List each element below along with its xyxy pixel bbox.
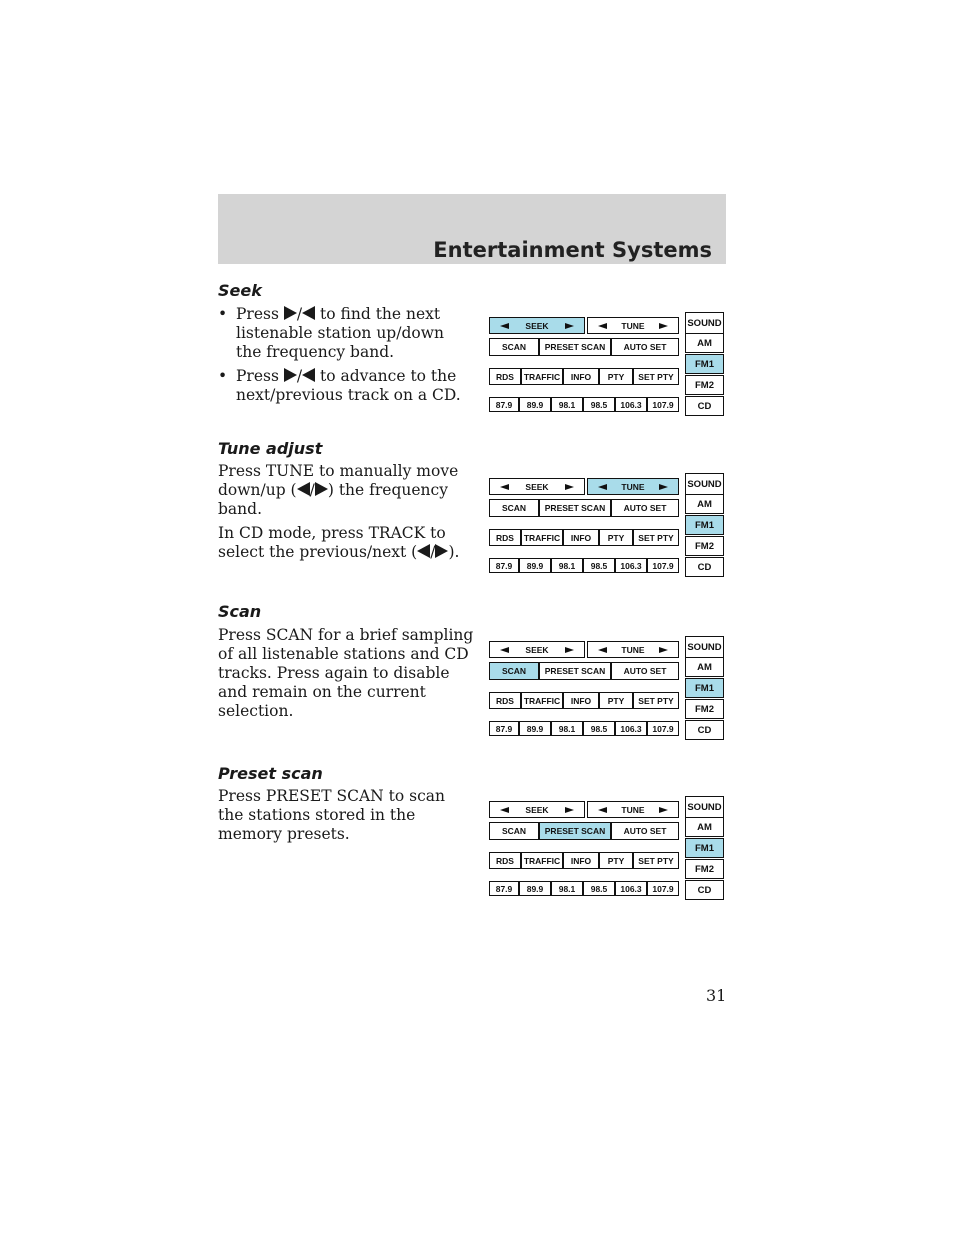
preset-button-4-label: 98.5 bbox=[590, 560, 608, 571]
band-button-sound-label: SOUND bbox=[687, 801, 722, 813]
left-arrow-icon bbox=[598, 323, 607, 329]
bullet-text: Press bbox=[236, 367, 279, 385]
rds-button-label: RDS bbox=[496, 695, 514, 706]
separator: / bbox=[296, 305, 303, 323]
left-arrow-icon bbox=[598, 647, 607, 653]
right-arrow-icon bbox=[565, 484, 574, 490]
traffic-button-label: TRAFFIC bbox=[523, 371, 561, 382]
set-pty-button[interactable] bbox=[633, 692, 679, 709]
bullet-dot: • bbox=[218, 367, 228, 385]
left-arrow-icon bbox=[297, 482, 310, 496]
seek-bullet-1 bbox=[218, 305, 471, 362]
preset-button-5-label: 106.3 bbox=[620, 723, 642, 734]
radio-panel-seek bbox=[489, 312, 725, 416]
preset-button-6-label: 107.9 bbox=[652, 723, 674, 734]
pty-button[interactable] bbox=[599, 368, 633, 385]
seek-button-label: SEEK bbox=[525, 644, 549, 655]
band-button-cd-label: CD bbox=[697, 884, 712, 896]
traffic-button[interactable] bbox=[521, 529, 563, 546]
band-button-am[interactable] bbox=[685, 657, 724, 677]
auto-set-button-label: AUTO SET bbox=[623, 342, 667, 352]
band-button-fm2-label: FM2 bbox=[695, 703, 714, 715]
tune-button-label: TUNE bbox=[621, 804, 645, 815]
scan-button-label: SCAN bbox=[501, 342, 527, 352]
paragraph-text: In CD mode, press TRACK to select the previous/next ( bbox=[218, 524, 446, 561]
band-button-sound-label: SOUND bbox=[687, 641, 722, 653]
info-button-label: INFO bbox=[570, 371, 592, 382]
band-button-am[interactable] bbox=[685, 494, 724, 514]
traffic-button-label: TRAFFIC bbox=[523, 855, 561, 866]
pty-button[interactable] bbox=[599, 529, 633, 546]
left-arrow-icon bbox=[598, 807, 607, 813]
right-arrow-icon bbox=[565, 647, 574, 653]
band-button-cd-label: CD bbox=[697, 400, 712, 412]
band-button-am-label: AM bbox=[697, 498, 712, 510]
seek-button[interactable] bbox=[489, 801, 585, 818]
preset-scan-button-label: PRESET SCAN bbox=[544, 826, 606, 836]
set-pty-button-label: SET PTY bbox=[638, 371, 674, 382]
scan-button-label: SCAN bbox=[501, 503, 527, 513]
preset-button-6-label: 107.9 bbox=[652, 560, 674, 571]
preset-button-1[interactable] bbox=[489, 881, 519, 896]
set-pty-button[interactable] bbox=[633, 852, 679, 869]
bullet-dot: • bbox=[218, 305, 228, 323]
info-button[interactable] bbox=[563, 368, 599, 385]
traffic-button-label: TRAFFIC bbox=[523, 695, 561, 706]
preset-button-6-label: 107.9 bbox=[652, 883, 674, 894]
radio-panel-tune bbox=[489, 473, 725, 577]
band-button-fm1[interactable] bbox=[685, 838, 724, 858]
pty-button-label: PTY bbox=[607, 532, 625, 543]
band-button-fm1-label: FM1 bbox=[695, 519, 714, 531]
preset-button-1-label: 87.9 bbox=[495, 560, 513, 571]
traffic-button-label: TRAFFIC bbox=[523, 532, 561, 543]
preset-button-3-label: 98.1 bbox=[558, 883, 576, 894]
auto-set-button-label: AUTO SET bbox=[623, 666, 667, 676]
band-button-fm1-label: FM1 bbox=[695, 682, 714, 694]
right-arrow-icon bbox=[659, 647, 668, 653]
band-button-fm1-label: FM1 bbox=[695, 842, 714, 854]
seek-button[interactable] bbox=[489, 317, 585, 334]
pty-button-label: PTY bbox=[607, 371, 625, 382]
preset-button-3[interactable] bbox=[551, 558, 583, 573]
rds-button[interactable] bbox=[489, 692, 521, 709]
band-button-cd-label: CD bbox=[697, 724, 712, 736]
band-button-cd[interactable] bbox=[685, 720, 724, 740]
seek-button-label: SEEK bbox=[525, 804, 549, 815]
rds-button[interactable] bbox=[489, 852, 521, 869]
scan-heading: Scan bbox=[218, 602, 262, 621]
band-button-cd[interactable] bbox=[685, 557, 724, 577]
right-arrow-icon bbox=[565, 323, 574, 329]
band-button-fm1-label: FM1 bbox=[695, 358, 714, 370]
scan-button[interactable] bbox=[489, 822, 539, 840]
tune-paragraph-2 bbox=[218, 524, 473, 562]
pty-button[interactable] bbox=[599, 852, 633, 869]
separator: / bbox=[430, 543, 436, 561]
band-button-sound[interactable] bbox=[685, 473, 724, 495]
preset-button-4-label: 98.5 bbox=[590, 883, 608, 894]
auto-set-button-label: AUTO SET bbox=[623, 826, 667, 836]
preset-button-2[interactable] bbox=[519, 558, 551, 573]
left-arrow-icon bbox=[500, 647, 509, 653]
band-button-fm1[interactable] bbox=[685, 515, 724, 535]
paragraph-text: ). bbox=[448, 543, 460, 561]
band-button-cd-label: CD bbox=[697, 561, 712, 573]
preset-button-2-label: 89.9 bbox=[526, 883, 544, 894]
separator: / bbox=[296, 367, 303, 385]
band-button-fm2-label: FM2 bbox=[695, 540, 714, 552]
left-arrow-icon bbox=[302, 306, 315, 320]
band-button-fm2[interactable] bbox=[685, 699, 724, 719]
preset-button-4[interactable] bbox=[583, 558, 615, 573]
band-button-sound[interactable] bbox=[685, 312, 724, 334]
traffic-button[interactable] bbox=[521, 368, 563, 385]
preset-button-5[interactable] bbox=[615, 721, 647, 736]
left-arrow-icon bbox=[500, 484, 509, 490]
scan-paragraph: Press SCAN for a brief sampling of all listenable stations and CD tracks. Press again to disable and remain on the current selection. bbox=[218, 626, 474, 720]
preset-button-3-label: 98.1 bbox=[558, 560, 576, 571]
rds-button-label: RDS bbox=[496, 855, 514, 866]
preset-button-3-label: 98.1 bbox=[558, 723, 576, 734]
band-button-fm2[interactable] bbox=[685, 375, 724, 395]
scan-button[interactable] bbox=[489, 338, 539, 356]
info-button-label: INFO bbox=[570, 855, 592, 866]
set-pty-button-label: SET PTY bbox=[638, 532, 674, 543]
band-button-fm2-label: FM2 bbox=[695, 863, 714, 875]
preset-button-5-label: 106.3 bbox=[620, 399, 642, 410]
band-button-cd[interactable] bbox=[685, 880, 724, 900]
preset-scan-button-label: PRESET SCAN bbox=[544, 503, 606, 513]
header-band bbox=[218, 194, 726, 264]
tune-button-label: TUNE bbox=[621, 644, 645, 655]
preset-button-2-label: 89.9 bbox=[526, 560, 544, 571]
rds-button-label: RDS bbox=[496, 371, 514, 382]
preset-button-2[interactable] bbox=[519, 397, 551, 412]
right-arrow-icon bbox=[659, 323, 668, 329]
section-title: Entertainment Systems bbox=[433, 238, 712, 262]
band-button-am-label: AM bbox=[697, 337, 712, 349]
radio-panel-preset-scan bbox=[489, 796, 725, 900]
preset-button-4-label: 98.5 bbox=[590, 399, 608, 410]
preset-scan-paragraph: Press PRESET SCAN to scan the stations stored in the memory presets. bbox=[218, 787, 445, 843]
rds-button[interactable] bbox=[489, 529, 521, 546]
band-button-am-label: AM bbox=[697, 661, 712, 673]
preset-button-3[interactable] bbox=[551, 881, 583, 896]
paragraph-text: ) the frequency band. bbox=[218, 481, 448, 518]
scan-button[interactable] bbox=[489, 499, 539, 517]
band-button-am-label: AM bbox=[697, 821, 712, 833]
preset-button-6[interactable] bbox=[647, 881, 679, 896]
right-arrow-icon bbox=[659, 484, 668, 490]
preset-button-6[interactable] bbox=[647, 558, 679, 573]
right-arrow-icon bbox=[565, 807, 574, 813]
tune-heading: Tune adjust bbox=[218, 439, 323, 458]
preset-button-4[interactable] bbox=[583, 721, 615, 736]
right-arrow-icon bbox=[315, 482, 328, 496]
page-number: 31 bbox=[706, 986, 727, 1005]
radio-panel-scan bbox=[489, 636, 725, 740]
scan-button-label: SCAN bbox=[501, 826, 527, 836]
bullet-text: Press bbox=[236, 305, 279, 323]
rds-button-label: RDS bbox=[496, 532, 514, 543]
auto-set-button[interactable] bbox=[611, 662, 679, 680]
right-arrow-icon bbox=[284, 306, 297, 320]
band-button-am[interactable] bbox=[685, 333, 724, 353]
left-arrow-icon bbox=[500, 807, 509, 813]
preset-button-6-label: 107.9 bbox=[652, 399, 674, 410]
preset-button-2[interactable] bbox=[519, 881, 551, 896]
preset-button-3[interactable] bbox=[551, 397, 583, 412]
set-pty-button[interactable] bbox=[633, 368, 679, 385]
traffic-button[interactable] bbox=[521, 692, 563, 709]
rds-button[interactable] bbox=[489, 368, 521, 385]
band-button-fm2-label: FM2 bbox=[695, 379, 714, 391]
band-button-fm1[interactable] bbox=[685, 354, 724, 374]
preset-button-5[interactable] bbox=[615, 558, 647, 573]
band-button-sound-label: SOUND bbox=[687, 478, 722, 490]
seek-button-label: SEEK bbox=[525, 320, 549, 331]
preset-button-5-label: 106.3 bbox=[620, 560, 642, 571]
left-arrow-icon bbox=[302, 368, 315, 382]
seek-button[interactable] bbox=[489, 641, 585, 658]
seek-button-label: SEEK bbox=[525, 481, 549, 492]
bullet-text: to advance to the next/previous track on a CD. bbox=[236, 367, 461, 404]
auto-set-button[interactable] bbox=[611, 338, 679, 356]
preset-button-3-label: 98.1 bbox=[558, 399, 576, 410]
left-arrow-icon bbox=[500, 323, 509, 329]
info-button[interactable] bbox=[563, 529, 599, 546]
band-button-fm2[interactable] bbox=[685, 859, 724, 879]
info-button[interactable] bbox=[563, 692, 599, 709]
preset-button-1[interactable] bbox=[489, 397, 519, 412]
preset-button-6[interactable] bbox=[647, 721, 679, 736]
paragraph-text: Press TUNE to manually move down/up ( bbox=[218, 462, 459, 499]
set-pty-button-label: SET PTY bbox=[638, 695, 674, 706]
right-arrow-icon bbox=[435, 544, 448, 558]
seek-heading: Seek bbox=[218, 281, 262, 300]
preset-scan-button[interactable] bbox=[539, 338, 611, 356]
tune-button-label: TUNE bbox=[621, 481, 645, 492]
preset-button-6[interactable] bbox=[647, 397, 679, 412]
info-button[interactable] bbox=[563, 852, 599, 869]
preset-button-5-label: 106.3 bbox=[620, 883, 642, 894]
bullet-text: to find the next listenable station up/down the frequency band. bbox=[236, 305, 444, 361]
preset-scan-button-label: PRESET SCAN bbox=[544, 666, 606, 676]
pty-button[interactable] bbox=[599, 692, 633, 709]
scan-button-label: SCAN bbox=[501, 666, 527, 676]
tune-paragraph-1 bbox=[218, 462, 463, 519]
preset-button-5[interactable] bbox=[615, 881, 647, 896]
preset-scan-button[interactable] bbox=[539, 662, 611, 680]
preset-button-2[interactable] bbox=[519, 721, 551, 736]
auto-set-button-label: AUTO SET bbox=[623, 503, 667, 513]
set-pty-button[interactable] bbox=[633, 529, 679, 546]
set-pty-button-label: SET PTY bbox=[638, 855, 674, 866]
preset-button-3[interactable] bbox=[551, 721, 583, 736]
band-button-sound-label: SOUND bbox=[687, 317, 722, 329]
separator: / bbox=[309, 481, 315, 499]
tune-button[interactable] bbox=[587, 641, 679, 658]
auto-set-button[interactable] bbox=[611, 499, 679, 517]
seek-button[interactable] bbox=[489, 478, 585, 495]
preset-button-2-label: 89.9 bbox=[526, 723, 544, 734]
info-button-label: INFO bbox=[570, 532, 592, 543]
tune-button[interactable] bbox=[587, 801, 679, 818]
preset-button-1[interactable] bbox=[489, 558, 519, 573]
band-button-sound[interactable] bbox=[685, 796, 724, 818]
preset-button-5[interactable] bbox=[615, 397, 647, 412]
band-button-fm1[interactable] bbox=[685, 678, 724, 698]
left-arrow-icon bbox=[598, 484, 607, 490]
preset-button-4-label: 98.5 bbox=[590, 723, 608, 734]
seek-bullet-2 bbox=[218, 367, 471, 405]
scan-button[interactable] bbox=[489, 662, 539, 680]
preset-scan-button[interactable] bbox=[539, 499, 611, 517]
tune-button[interactable] bbox=[587, 478, 679, 495]
tune-button-label: TUNE bbox=[621, 320, 645, 331]
preset-button-4[interactable] bbox=[583, 881, 615, 896]
preset-button-1-label: 87.9 bbox=[495, 723, 513, 734]
pty-button-label: PTY bbox=[607, 855, 625, 866]
preset-button-1-label: 87.9 bbox=[495, 883, 513, 894]
band-button-fm2[interactable] bbox=[685, 536, 724, 556]
band-button-cd[interactable] bbox=[685, 396, 724, 416]
preset-button-4[interactable] bbox=[583, 397, 615, 412]
right-arrow-icon bbox=[659, 807, 668, 813]
preset-button-1-label: 87.9 bbox=[495, 399, 513, 410]
preset-button-2-label: 89.9 bbox=[526, 399, 544, 410]
left-arrow-icon bbox=[417, 544, 430, 558]
preset-button-1[interactable] bbox=[489, 721, 519, 736]
preset-scan-heading: Preset scan bbox=[218, 764, 323, 783]
tune-button[interactable] bbox=[587, 317, 679, 334]
traffic-button[interactable] bbox=[521, 852, 563, 869]
preset-scan-button-label: PRESET SCAN bbox=[544, 342, 606, 352]
band-button-am[interactable] bbox=[685, 817, 724, 837]
preset-scan-button[interactable] bbox=[539, 822, 611, 840]
pty-button-label: PTY bbox=[607, 695, 625, 706]
auto-set-button[interactable] bbox=[611, 822, 679, 840]
right-arrow-icon bbox=[284, 368, 297, 382]
info-button-label: INFO bbox=[570, 695, 592, 706]
band-button-sound[interactable] bbox=[685, 636, 724, 658]
